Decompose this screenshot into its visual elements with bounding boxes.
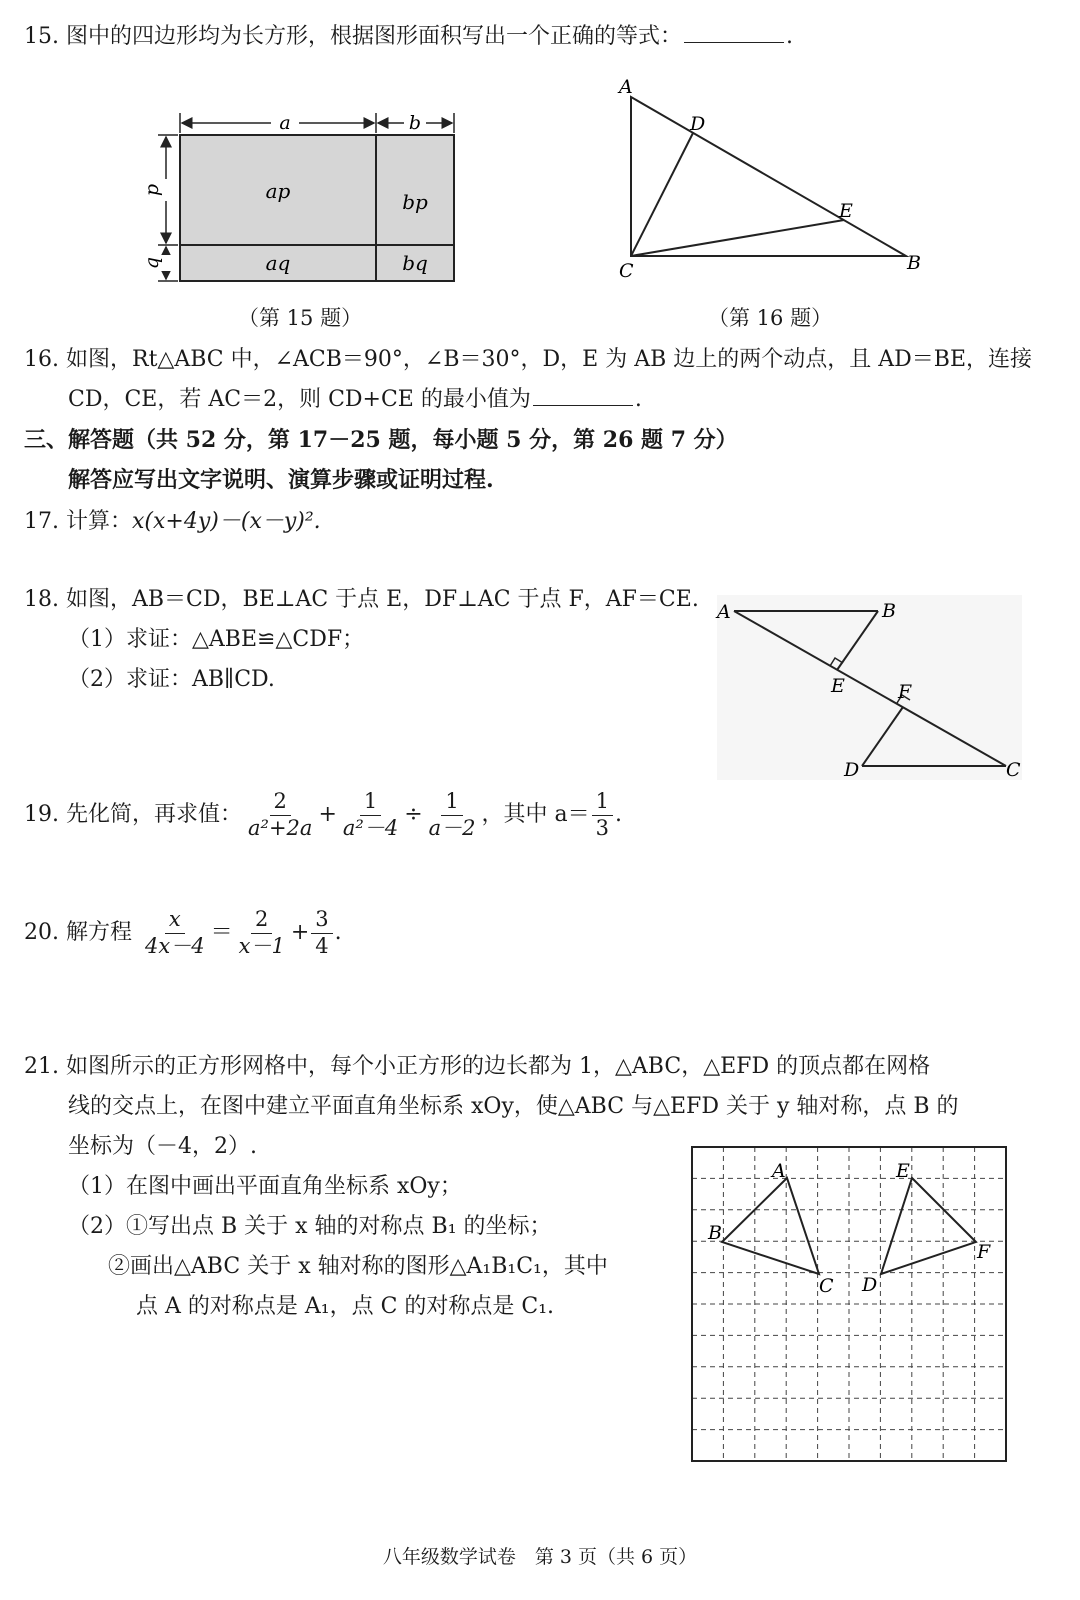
q19-plus: + — [318, 801, 337, 827]
q19-f1-num: 2 — [270, 790, 291, 815]
q19-f3-den: a－2 — [428, 815, 476, 840]
q21-label-c: C — [819, 1275, 834, 1297]
q16-text-1: 如图，Rt△ABC 中，∠ACB＝90°，∠B＝30°，D，E 为 AB 边上的两个动点，且 AD＝BE，连接 — [66, 347, 1033, 372]
q18-part2: （2）求证：AB∥CD. — [68, 667, 275, 692]
label-ap: ap — [265, 179, 291, 203]
q21-line3: 坐标为（－4，2）. — [68, 1134, 257, 1159]
q16-label-d: D — [690, 113, 706, 135]
q21-label-f: F — [977, 1241, 991, 1263]
q20-f3-num: 3 — [311, 908, 332, 933]
q16-caption: （第 16 题） — [708, 306, 833, 330]
q17-line — [24, 509, 321, 535]
q16-label-c: C — [619, 260, 634, 282]
triangle-abc-grid — [722, 1178, 819, 1274]
q21-label-e: E — [896, 1160, 910, 1182]
q20-label: 解方程 — [66, 919, 133, 945]
q18-label-f: F — [898, 681, 912, 703]
q15-answer-blank[interactable] — [684, 24, 784, 43]
q21-text-1: 如图所示的正方形网格中，每个小正方形的边长都为 1，△ABC，△EFD 的顶点都在网格 — [66, 1054, 931, 1079]
q19-a-num: 1 — [592, 790, 613, 815]
q20-f3-den: 4 — [315, 933, 329, 958]
q18-number: 18. — [24, 587, 59, 612]
q19-fraction-2 — [339, 790, 402, 839]
q19-f1-den: a²+2a — [248, 815, 313, 840]
q20-period: . — [334, 919, 342, 945]
q18-label-d: D — [844, 759, 860, 781]
q17-label: 计算： — [66, 509, 133, 534]
q21-line1 — [24, 1054, 930, 1080]
q16-label-b: B — [907, 252, 921, 274]
q21-label-d: D — [862, 1274, 878, 1296]
q19-label: 先化简，再求值： — [66, 801, 243, 827]
q15-text: 图中的四边形均为长方形，根据图形面积写出一个正确的等式： — [66, 24, 683, 49]
q18-part1: （1）求证：△ABE≌△CDF； — [68, 627, 365, 652]
q19-line — [24, 786, 622, 844]
q19-a-den: 3 — [595, 815, 610, 840]
q17-number: 17. — [24, 509, 59, 534]
q15-figure — [140, 105, 470, 295]
q19-fraction-3 — [425, 790, 480, 839]
label-p: p — [141, 183, 163, 197]
label-b: b — [408, 112, 422, 134]
q15-number: 15. — [24, 24, 59, 49]
q18-label-c: C — [1006, 759, 1021, 781]
section3-note: 解答应写出文字说明、演算步骤或证明过程. — [68, 467, 494, 493]
triangle-efd-grid — [881, 1178, 976, 1274]
q18-figure — [712, 590, 1032, 790]
page-footer: 八年级数学试卷 第 3 页（共 6 页） — [382, 1546, 698, 1568]
q20-equals: ＝ — [210, 919, 233, 945]
q21-label-a: A — [772, 1160, 786, 1182]
q17-expression: x(x+4y)－(x－y)². — [132, 509, 321, 534]
q19-fraction-1 — [244, 790, 316, 839]
q20-line — [24, 904, 342, 962]
q16-number: 16. — [24, 347, 59, 372]
q20-number: 20. — [24, 919, 59, 945]
label-bq: bq — [402, 251, 428, 275]
q18-text: 如图，AB＝CD，BE⊥AC 于点 E，DF⊥AC 于点 F，AF＝CE. — [66, 587, 699, 612]
q19-period: . — [615, 801, 623, 827]
q21-grid-figure — [690, 1145, 1010, 1465]
segment-cd — [631, 133, 693, 256]
q18-label-e: E — [831, 675, 845, 697]
q21-number: 21. — [24, 1054, 59, 1079]
label-q: q — [141, 256, 163, 270]
section3-title: 三、解答题（共 52 分，第 17－25 题，每小题 5 分，第 26 题 7 分） — [24, 427, 738, 453]
q19-where: ，其中 a＝ — [481, 801, 590, 827]
q19-f2-num: 1 — [360, 790, 381, 815]
q20-f1-num: x — [165, 908, 185, 933]
q19-fraction-a — [592, 790, 613, 839]
segment-ce — [631, 220, 844, 256]
q21-part2b: ②画出△ABC 关于 x 轴对称的图形△A₁B₁C₁，其中 — [108, 1254, 608, 1279]
label-bp: bp — [402, 190, 428, 214]
q21-label-b: B — [708, 1222, 722, 1244]
q20-f2-num: 2 — [251, 908, 272, 933]
q16-figure — [605, 75, 935, 285]
q21-line2: 线的交点上，在图中建立平面直角坐标系 xOy，使△ABC 与△EFD 关于 y 轴对称，点 B 的 — [68, 1094, 959, 1119]
q16-period: . — [634, 387, 642, 412]
q21-part2a: （2）①写出点 B 关于 x 轴的对称点 B₁ 的坐标； — [68, 1214, 552, 1239]
q20-fraction-3 — [311, 908, 332, 957]
q16-label-e: E — [839, 200, 853, 222]
q19-divide: ÷ — [404, 801, 423, 827]
q16-line2 — [68, 387, 642, 413]
q21-part2c: 点 A 的对称点是 A₁，点 C 的对称点是 C₁. — [136, 1294, 555, 1319]
q19-number: 19. — [24, 801, 59, 827]
q15-period: . — [786, 24, 794, 49]
q16-line1 — [24, 347, 1032, 373]
q20-plus: + — [290, 919, 310, 945]
q15-line — [24, 24, 793, 50]
q18-line — [24, 587, 699, 613]
q16-label-a: A — [619, 76, 633, 98]
q19-f3-num: 1 — [441, 790, 462, 815]
q20-fraction-1 — [141, 908, 209, 957]
grid-lines — [692, 1147, 1006, 1461]
q20-f1-den: 4x－4 — [145, 933, 205, 958]
label-a: a — [279, 112, 291, 134]
q18-label-b: B — [882, 600, 896, 622]
q16-text-2: CD，CE，若 AC＝2，则 CD+CE 的最小值为 — [68, 387, 531, 412]
q20-fraction-2 — [235, 908, 289, 957]
q19-f2-den: a²－4 — [342, 815, 399, 840]
q21-part1: （1）在图中画出平面直角坐标系 xOy； — [68, 1174, 462, 1199]
q15-caption: （第 15 题） — [238, 306, 363, 330]
q20-f2-den: x－1 — [238, 933, 285, 958]
q18-label-a: A — [717, 601, 731, 623]
label-aq: aq — [265, 251, 291, 275]
q16-answer-blank[interactable] — [533, 387, 633, 406]
